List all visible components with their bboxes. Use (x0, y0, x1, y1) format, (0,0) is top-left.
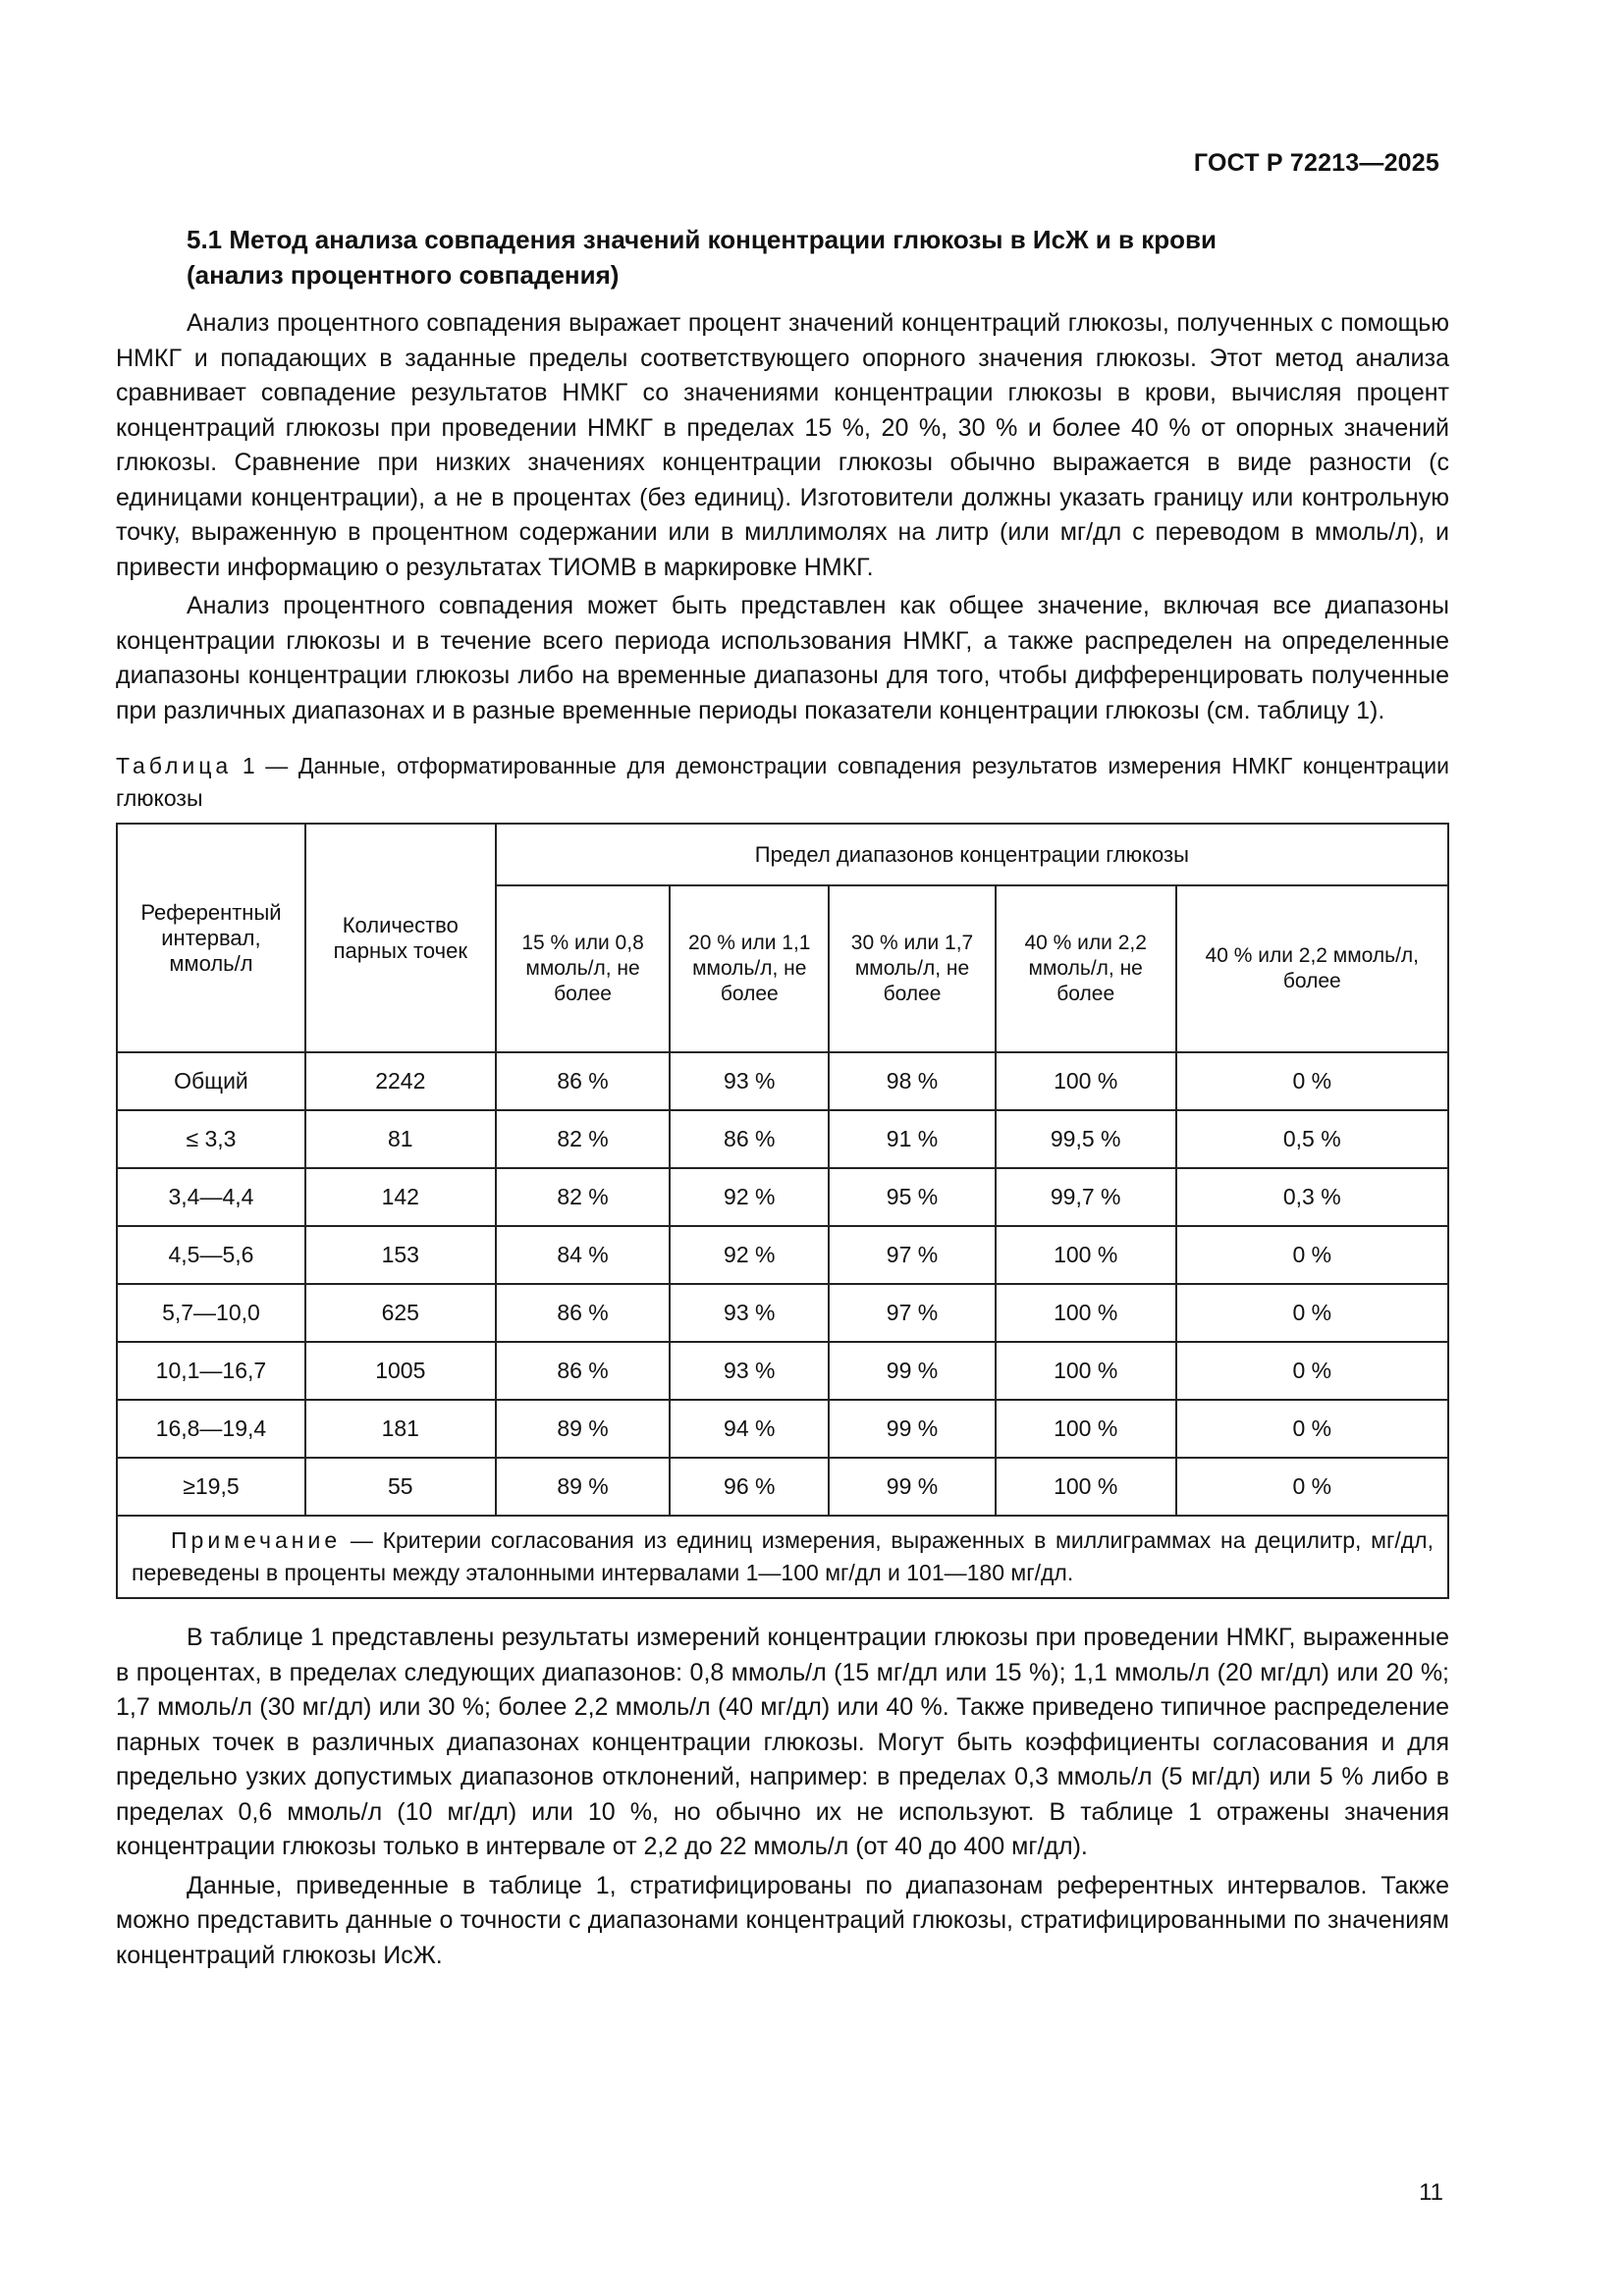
header-40-percent: 40 % или 2,2 ммоль/л, не более (996, 885, 1176, 1052)
cell-40-more: 0,3 % (1176, 1168, 1448, 1226)
cell-15: 86 % (496, 1052, 671, 1110)
cell-ref: 5,7—10,0 (117, 1284, 305, 1342)
cell-40-more: 0 % (1176, 1284, 1448, 1342)
cell-15: 82 % (496, 1110, 671, 1168)
header-40-percent-more: 40 % или 2,2 ммоль/л, более (1176, 885, 1448, 1052)
cell-30: 97 % (829, 1226, 996, 1284)
header-range-group: Предел диапазонов концентрации глюкозы (496, 824, 1448, 885)
table-note-label: Примечание (171, 1527, 342, 1553)
cell-count: 142 (305, 1168, 496, 1226)
header-paired-points: Количество парных точек (305, 824, 496, 1052)
cell-20: 93 % (670, 1284, 829, 1342)
cell-40-more: 0 % (1176, 1342, 1448, 1400)
paragraph-4: Данные, приведенные в таблице 1, стратифицированы по диапазонам референтных интервалов. Также можно представить данные о точности с диапазонами концентраций глюкозы, стратифицированными по значениям концентраций глюкозы ИсЖ. (116, 1871, 1449, 1969)
header-20-percent: 20 % или 1,1 ммоль/л, не более (670, 885, 829, 1052)
cell-15: 89 % (496, 1458, 671, 1516)
table-note (117, 1516, 1448, 1598)
cell-ref: ≥19,5 (117, 1458, 305, 1516)
page-number: 11 (1419, 2179, 1443, 2206)
paragraph-2: Анализ процентного совпадения может быть представлен как общее значение, включая все диапазоны концентрации глюкозы и в течение всего периода использования НМКГ, а также распределен на определенные диапазоны концентрации глюкозы либо на временные диапазоны для того, чтобы дифференцировать полученные при различных диапазонах и в разные временные периоды показатели концентрации глюкозы (см. таблицу 1). (116, 592, 1449, 724)
cell-40: 100 % (996, 1458, 1176, 1516)
header-reference-interval: Референтный интервал, ммоль/л (117, 824, 305, 1052)
cell-30: 95 % (829, 1168, 996, 1226)
cell-15: 86 % (496, 1284, 671, 1342)
table-row (117, 1284, 1448, 1342)
cell-count: 1005 (305, 1342, 496, 1400)
cell-ref: 4,5—5,6 (117, 1226, 305, 1284)
header-30-percent: 30 % или 1,7 ммоль/л, не более (829, 885, 996, 1052)
document-code: ГОСТ Р 72213—2025 (1193, 149, 1439, 177)
cell-40: 99,7 % (996, 1168, 1176, 1226)
cell-40-more: 0,5 % (1176, 1110, 1448, 1168)
cell-40: 100 % (996, 1052, 1176, 1110)
table-caption-label: Таблица (116, 753, 233, 778)
cell-15: 86 % (496, 1342, 671, 1400)
cell-count: 181 (305, 1400, 496, 1458)
section-title-line-2: (анализ процентного совпадения) (187, 260, 620, 290)
header-15-percent: 15 % или 0,8 ммоль/л, не более (496, 885, 671, 1052)
cell-40: 100 % (996, 1342, 1176, 1400)
cell-ref: 10,1—16,7 (117, 1342, 305, 1400)
cell-count: 81 (305, 1110, 496, 1168)
cell-count: 153 (305, 1226, 496, 1284)
paragraph-3: В таблице 1 представлены результаты измерений концентрации глюкозы при проведении НМКГ, выраженные в процентах, в пределах следующих диапазонов: 0,8 ммоль/л (15 мг/дл или 15 %); 1,1 ммоль/л (20 мг/дл) или 20 %; 1,7 ммоль/л (30 мг/дл) или 30 %; более 2,2 ммоль/л (40 мг/дл) или 40 %. Также приведено типичное распределение парных точек в различных диапазонах концентрации глюкозы. Могут быть коэффициенты согласования и для предельно узких допустимых диапазонов отклонений, например: в пределах 0,3 ммоль/л (5 мг/дл) или 5 % либо в пределах 0,6 ммоль/л (10 мг/дл) или 10 %, но обычно их не используют. В таблице 1 отражены значения концентрации глюкозы только в интервале от 2,2 до 22 ммоль/л (от 40 до 400 мг/дл). (116, 1624, 1449, 1860)
table-note-text: — Критерии согласования из единиц измерения, выраженных в миллиграммах на децилитр, мг/дл, переведены в проценты между эталонными интервалами 1—100 мг/дл и 101—180 мг/дл. (132, 1527, 1434, 1585)
cell-30: 99 % (829, 1342, 996, 1400)
section-title (187, 222, 1449, 293)
cell-20: 92 % (670, 1226, 829, 1284)
table-row (117, 1342, 1448, 1400)
cell-40: 99,5 % (996, 1110, 1176, 1168)
paragraph-1: Анализ процентного совпадения выражает процент значений концентраций глюкозы, полученных с помощью НМКГ и попадающих в заданные пределы соответствующего опорного значения глюкозы. Этот метод анализа сравнивает совпадение результатов НМКГ со значениями концентрации глюкозы в крови, вычисляя процент концентраций глюкозы при проведении НМКГ в пределах 15 %, 20 %, 30 % и более 40 % от опорных значений глюкозы. Сравнение при низких значениях концентрации глюкозы обычно выражается в виде разности (с единицами концентрации), а не в процентах (без единиц). Изготовители должны указать границу или контрольную точку, выраженную в процентном содержании или в миллимолях на литр (или мг/дл с переводом в ммоль/л), и привести информацию о результатах ТИОМВ в маркировке НМКГ. (116, 309, 1449, 581)
table-row (117, 1052, 1448, 1110)
cell-ref: ≤ 3,3 (117, 1110, 305, 1168)
cell-30: 99 % (829, 1400, 996, 1458)
cell-20: 92 % (670, 1168, 829, 1226)
table-caption (116, 750, 1449, 815)
cell-20: 86 % (670, 1110, 829, 1168)
section-title-line-1: 5.1 Метод анализа совпадения значений концентрации глюкозы в ИсЖ и в крови (187, 225, 1217, 254)
cell-ref: Общий (117, 1052, 305, 1110)
cell-30: 99 % (829, 1458, 996, 1516)
cell-40-more: 0 % (1176, 1226, 1448, 1284)
cell-15: 84 % (496, 1226, 671, 1284)
cell-40: 100 % (996, 1400, 1176, 1458)
table-row (117, 1400, 1448, 1458)
cell-15: 89 % (496, 1400, 671, 1458)
cell-40-more: 0 % (1176, 1052, 1448, 1110)
cell-20: 96 % (670, 1458, 829, 1516)
cell-20: 94 % (670, 1400, 829, 1458)
table-row (117, 1226, 1448, 1284)
table-row (117, 1458, 1448, 1516)
cell-count: 2242 (305, 1052, 496, 1110)
cell-30: 91 % (829, 1110, 996, 1168)
table-row (117, 1168, 1448, 1226)
cell-20: 93 % (670, 1342, 829, 1400)
data-table (116, 823, 1449, 1599)
cell-40: 100 % (996, 1284, 1176, 1342)
cell-30: 97 % (829, 1284, 996, 1342)
cell-20: 93 % (670, 1052, 829, 1110)
cell-ref: 3,4—4,4 (117, 1168, 305, 1226)
page-content (116, 222, 1449, 1977)
cell-40: 100 % (996, 1226, 1176, 1284)
cell-40-more: 0 % (1176, 1458, 1448, 1516)
cell-40-more: 0 % (1176, 1400, 1448, 1458)
table-caption-text: 1 — Данные, отформатированные для демонстрации совпадения результатов измерения НМКГ концентрации глюкозы (116, 753, 1449, 811)
cell-count: 625 (305, 1284, 496, 1342)
cell-count: 55 (305, 1458, 496, 1516)
cell-30: 98 % (829, 1052, 996, 1110)
cell-15: 82 % (496, 1168, 671, 1226)
table-row (117, 1110, 1448, 1168)
cell-ref: 16,8—19,4 (117, 1400, 305, 1458)
